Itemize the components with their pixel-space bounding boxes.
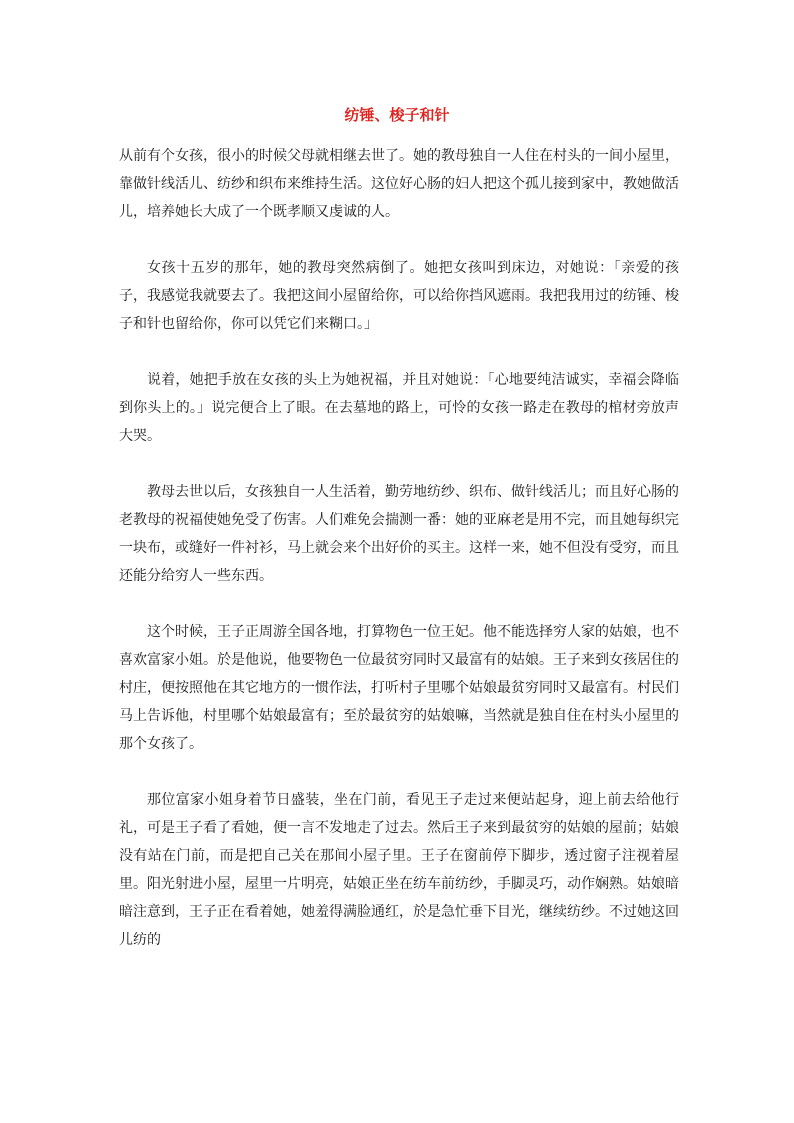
paragraph-4: 教母去世以后，女孩独自一人生活着，勤劳地纺纱、织布、做针线活儿；而且好心肠的老教母的祝福使她免受了伤害。人们难免会揣测一番：她的亚麻老是用不完，而且她每织完一块布，或缝好一件衬衫，马上就会来个出好价的买主。这样一来，她不但没有受穷，而且还能分给穷人一些东西。 bbox=[119, 484, 679, 584]
paragraph-5: 这个时候，王子正周游全国各地，打算物色一位王妃。他不能选择穷人家的姑娘，也不喜欢富家小姐。於是他说，他要物色一位最贫穷同时又最富有的姑娘。王子来到女孩居住的村庄，便按照他在其它地方的一惯作法，打听村子里哪个姑娘最贫穷同时又最富有。村民们马上告诉他，村里哪个姑娘最富有；至於最贫穷的姑娘嘛，当然就是独自住在村头小屋里的那个女孩了。 bbox=[119, 624, 679, 752]
paragraph-1: 从前有个女孩，很小的时候父母就相继去世了。她的教母独自一人住在村头的一间小屋里，靠做针线活儿、纺纱和织布来维持生活。这位好心肠的妇人把这个孤儿接到家中，教她做活儿，培养她长大成了一个既孝顺又虔诚的人。 bbox=[119, 148, 679, 220]
paragraph-6: 那位富家小姐身着节日盛装，坐在门前，看见王子走过来便站起身，迎上前去给他行礼，可是王子看了看她，便一言不发地走了过去。然后王子来到最贫穷的姑娘的屋前；姑娘没有站在门前，而是把自己关在那间小屋子里。王子在窗前停下脚步，透过窗子注视着屋里。阳光射进小屋，屋里一片明亮，姑娘正坐在纺车前纺纱，手脚灵巧，动作娴熟。姑娘暗暗注意到，王子正在看着她，她羞得满脸通红，於是急忙垂下目光，继续纺纱。不过她这回儿纺的 bbox=[119, 792, 679, 948]
paragraph-3: 说着，她把手放在女孩的头上为她祝福，并且对她说：「心地要纯洁诚实，幸福会降临到你头上的。」说完便合上了眼。在去墓地的路上，可怜的女孩一路走在教母的棺材旁放声大哭。 bbox=[119, 372, 679, 444]
paragraph-2: 女孩十五岁的那年，她的教母突然病倒了。她把女孩叫到床边，对她说：「亲爱的孩子，我感觉我就要去了。我把这间小屋留给你，可以给你挡风遮雨。我把我用过的纺锤、梭子和针也留给你，你可以凭它们来糊口。」 bbox=[119, 260, 679, 332]
document-body bbox=[119, 142, 679, 954]
document-title: 纺锤、梭子和针 bbox=[344, 106, 450, 124]
